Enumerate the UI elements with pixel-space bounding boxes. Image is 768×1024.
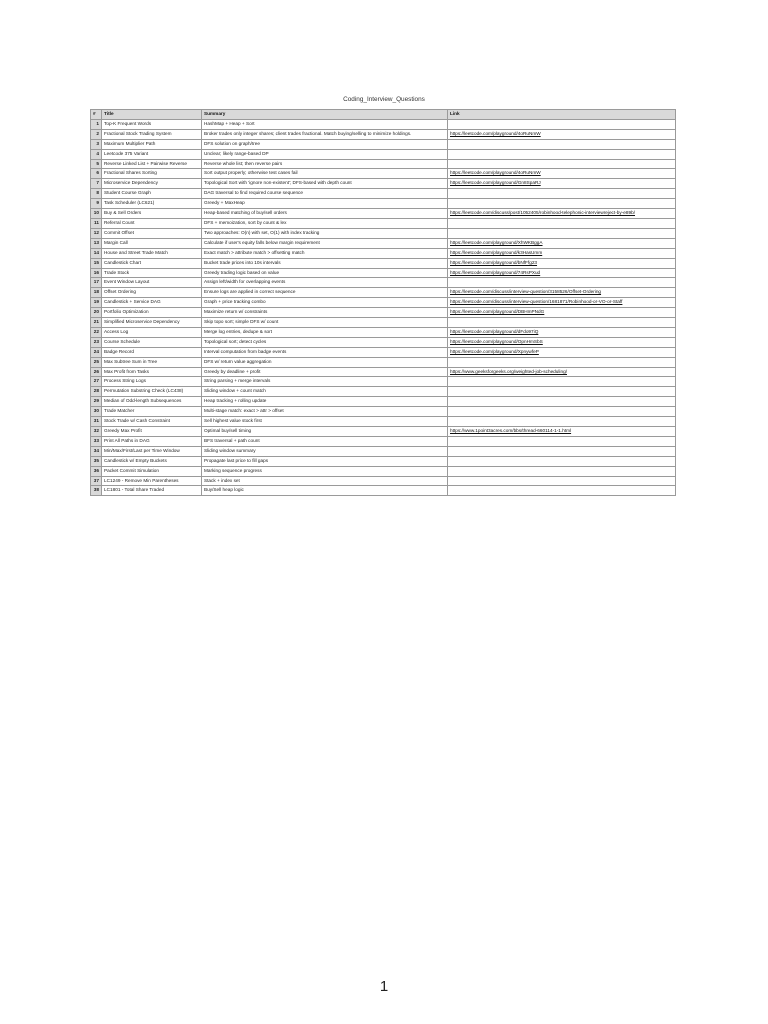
- row-link[interactable]: https://leetcode.com/playground/OpnHmSbS: [448, 337, 676, 347]
- row-number: 6: [91, 169, 102, 179]
- page-number: 1: [379, 978, 389, 995]
- row-summary: Sliding window + count match: [202, 387, 448, 397]
- table-row: [91, 327, 676, 337]
- table-row: [91, 357, 676, 367]
- row-title: Print All Paths in DAG: [102, 436, 202, 446]
- row-link[interactable]: https://leetcode.com/playground/4oRuNmW: [448, 169, 676, 179]
- table-row: [91, 149, 676, 159]
- row-title: Min/Max/First/Last per Time Window: [102, 446, 202, 456]
- row-link: [448, 318, 676, 328]
- row-number: 28: [91, 387, 102, 397]
- questions-table: [90, 109, 676, 496]
- row-summary: Greedy trading logic based on value: [202, 268, 448, 278]
- table-row: [91, 278, 676, 288]
- table-row: [91, 129, 676, 139]
- row-summary: Skip topo sort; simple DFS w/ count: [202, 318, 448, 328]
- row-title: Candlestick + Service DAG: [102, 298, 202, 308]
- row-summary: DFS w/ return value aggregation: [202, 357, 448, 367]
- row-link: [448, 417, 676, 427]
- row-summary: BFS traversal + path count: [202, 436, 448, 446]
- row-link: [448, 139, 676, 149]
- row-title: Event Window Layout: [102, 278, 202, 288]
- row-link[interactable]: https://leetcode.com/discuss/post/1052405/robinhood-telephonic-interviewreject-by-e89b/: [448, 209, 676, 219]
- table-row: [91, 179, 676, 189]
- row-summary: DFS solution on graph/tree: [202, 139, 448, 149]
- row-number: 36: [91, 466, 102, 476]
- row-number: 4: [91, 149, 102, 159]
- row-link[interactable]: https://leetcode.com/playground/XpnywfeP: [448, 347, 676, 357]
- row-number: 8: [91, 189, 102, 199]
- row-title: Leetcode 375 Variant: [102, 149, 202, 159]
- row-number: 18: [91, 288, 102, 298]
- row-link: [448, 159, 676, 169]
- row-link: [448, 476, 676, 486]
- row-link: [448, 377, 676, 387]
- row-summary: Topological sort; detect cycles: [202, 337, 448, 347]
- row-summary: HashMap + Heap + Sort: [202, 119, 448, 129]
- row-title: Process String Logs: [102, 377, 202, 387]
- row-link[interactable]: https://leetcode.com/playground/k3HasUmm: [448, 248, 676, 258]
- row-title: Greedy Max Profit: [102, 427, 202, 437]
- row-link: [448, 149, 676, 159]
- row-number: 33: [91, 436, 102, 446]
- row-link: [448, 199, 676, 209]
- row-summary: Heap tracking + rolling update: [202, 397, 448, 407]
- row-link: [448, 119, 676, 129]
- table-row: [91, 476, 676, 486]
- row-summary: Assign left/width for overlapping events: [202, 278, 448, 288]
- row-title: Commit Offset: [102, 228, 202, 238]
- table-row: [91, 218, 676, 228]
- row-title: Stock Trade w/ Cash Constraint: [102, 417, 202, 427]
- table-row: [91, 387, 676, 397]
- row-summary: DAG traversal to find required course sequence: [202, 189, 448, 199]
- row-number: 17: [91, 278, 102, 288]
- row-number: 31: [91, 417, 102, 427]
- row-number: 21: [91, 318, 102, 328]
- table-row: [91, 417, 676, 427]
- row-title: Max Profit from Tasks: [102, 367, 202, 377]
- row-summary: Heap-based matching of buy/sell orders: [202, 209, 448, 219]
- row-link[interactable]: https://leetcode.com/playground/Gn8SpaRJ: [448, 179, 676, 189]
- row-title: House and Street Trade Match: [102, 248, 202, 258]
- row-number: 1: [91, 119, 102, 129]
- row-link: [448, 357, 676, 367]
- row-summary: Sort output properly; otherwise test cases fail: [202, 169, 448, 179]
- row-link[interactable]: https://leetcode.com/playground/bNfFfg23: [448, 258, 676, 268]
- row-summary: Graph + price tracking combo: [202, 298, 448, 308]
- row-title: Median of Odd-length Subsequences: [102, 397, 202, 407]
- row-title: Trade Matcher: [102, 407, 202, 417]
- row-number: 30: [91, 407, 102, 417]
- row-title: Permutation Substring Check (LC438): [102, 387, 202, 397]
- table-row: [91, 377, 676, 387]
- row-link[interactable]: https://www.geeksforgeeks.org/weighted-job-scheduling/: [448, 367, 676, 377]
- row-link: [448, 466, 676, 476]
- row-summary: Multi-stage match: exact > attr > offset: [202, 407, 448, 417]
- row-summary: Marking sequence progress: [202, 466, 448, 476]
- table-row: [91, 337, 676, 347]
- row-summary: String parsing + merge intervals: [202, 377, 448, 387]
- row-title: Top-K Frequent Words: [102, 119, 202, 129]
- row-number: 2: [91, 129, 102, 139]
- row-link[interactable]: https://leetcode.com/discuss/interview-question/3158526/Offset-Ordering: [448, 288, 676, 298]
- row-link: [448, 278, 676, 288]
- row-title: Max Subtree Sum in Tree: [102, 357, 202, 367]
- row-summary: Exact match > attribute match > offsetting match: [202, 248, 448, 258]
- row-title: Portfolio Optimization: [102, 308, 202, 318]
- row-number: 37: [91, 476, 102, 486]
- row-summary: Calculate if user's equity falls below margin requirement: [202, 238, 448, 248]
- table-row: [91, 397, 676, 407]
- table-row: [91, 189, 676, 199]
- table-row: [91, 466, 676, 476]
- table-row: [91, 456, 676, 466]
- row-number: 29: [91, 397, 102, 407]
- row-summary: Propagate last price to fill gaps: [202, 456, 448, 466]
- row-summary: Sell highest value stock first: [202, 417, 448, 427]
- row-summary: Maximize return w/ constraints: [202, 308, 448, 318]
- row-title: Fractional Stock Trading System: [102, 129, 202, 139]
- row-summary: Merge log entries, dedupe & sort: [202, 327, 448, 337]
- row-title: Margin Call: [102, 238, 202, 248]
- row-number: 26: [91, 367, 102, 377]
- table-row: [91, 407, 676, 417]
- row-link: [448, 397, 676, 407]
- row-title: Offset Ordering: [102, 288, 202, 298]
- row-number: 5: [91, 159, 102, 169]
- row-number: 19: [91, 298, 102, 308]
- row-title: Maximum Multiplier Path: [102, 139, 202, 149]
- table-row: [91, 159, 676, 169]
- row-number: 38: [91, 486, 102, 496]
- row-number: 34: [91, 446, 102, 456]
- row-number: 35: [91, 456, 102, 466]
- table-header-row: [91, 110, 676, 120]
- table-row: [91, 248, 676, 258]
- document-title: Coding_Interview_Questions: [343, 96, 425, 103]
- row-summary: Greedy + MaxHeap: [202, 199, 448, 209]
- table-row: [91, 308, 676, 318]
- row-title: Student Course Graph: [102, 189, 202, 199]
- row-link[interactable]: https://leetcode.com/discuss/interview-question/1681871/Robinhood-or-VO-or-Staff: [448, 298, 676, 308]
- row-link[interactable]: https://leetcode.com/playground/4oRuNmW: [448, 129, 676, 139]
- row-title: Course Schedule: [102, 337, 202, 347]
- table-row: [91, 258, 676, 268]
- row-summary: DFS + memoization, sort by count & lex: [202, 218, 448, 228]
- row-title: Simplified Microservice Dependency: [102, 318, 202, 328]
- row-title: Reverse Linked List + Pairwise Reverse: [102, 159, 202, 169]
- row-number: 11: [91, 218, 102, 228]
- row-link[interactable]: https://leetcode.com/playground/XhWKBggA: [448, 238, 676, 248]
- row-link[interactable]: https://www.1point3acres.com/bbs/thread-660114-1-1.html: [448, 427, 676, 437]
- table-row: [91, 238, 676, 248]
- row-number: 32: [91, 427, 102, 437]
- row-summary: Buy/Sell heap logic: [202, 486, 448, 496]
- row-summary: Unclear; likely range-based DP: [202, 149, 448, 159]
- table-row: [91, 228, 676, 238]
- table-row: [91, 347, 676, 357]
- row-number: 14: [91, 248, 102, 258]
- row-link[interactable]: https://leetcode.com/playground/DBHmPNdG: [448, 308, 676, 318]
- row-summary: Broker trades only integer shares; client trades fractional. Match buying/selling to minimize holdings.: [202, 129, 448, 139]
- column-header-link: Link: [448, 110, 676, 120]
- row-link: [448, 436, 676, 446]
- row-number: 12: [91, 228, 102, 238]
- row-title: Referral Count: [102, 218, 202, 228]
- row-summary: Reverse whole list; then reverse pairs: [202, 159, 448, 169]
- table-row: [91, 436, 676, 446]
- column-header-number: #: [91, 110, 102, 120]
- row-summary: Interval computation from badge events: [202, 347, 448, 357]
- table-row: [91, 486, 676, 496]
- row-link: [448, 407, 676, 417]
- table-row: [91, 318, 676, 328]
- row-link: [448, 456, 676, 466]
- row-link: [448, 486, 676, 496]
- table-row: [91, 298, 676, 308]
- row-title: Buy & Sell Orders: [102, 209, 202, 219]
- row-number: 7: [91, 179, 102, 189]
- row-summary: Ensure logs are applied in correct sequence: [202, 288, 448, 298]
- table-row: [91, 367, 676, 377]
- row-title: LC1801 - Total Share Traded: [102, 486, 202, 496]
- table-row: [91, 268, 676, 278]
- table-body: [91, 119, 676, 495]
- column-header-title: Title: [102, 110, 202, 120]
- row-link: [448, 218, 676, 228]
- table-row: [91, 446, 676, 456]
- table-row: [91, 288, 676, 298]
- row-title: Access Log: [102, 327, 202, 337]
- table-row: [91, 199, 676, 209]
- table-row: [91, 209, 676, 219]
- row-title: LC1249 - Remove Min Parentheses: [102, 476, 202, 486]
- row-number: 20: [91, 308, 102, 318]
- row-number: 3: [91, 139, 102, 149]
- row-summary: Greedy by deadline + profit: [202, 367, 448, 377]
- row-number: 9: [91, 199, 102, 209]
- row-summary: Optimal buy/sell timing: [202, 427, 448, 437]
- row-title: Candlestick Chart: [102, 258, 202, 268]
- row-summary: Sliding window summary: [202, 446, 448, 456]
- table-row: [91, 119, 676, 129]
- row-summary: Stack + index set: [202, 476, 448, 486]
- table-row: [91, 427, 676, 437]
- row-number: 24: [91, 347, 102, 357]
- row-title: Fractional Shares Sorting: [102, 169, 202, 179]
- row-number: 13: [91, 238, 102, 248]
- row-number: 16: [91, 268, 102, 278]
- row-link[interactable]: https://leetcode.com/playground/dFdo97iQ: [448, 327, 676, 337]
- row-title: Trade Stock: [102, 268, 202, 278]
- row-number: 22: [91, 327, 102, 337]
- row-link: [448, 387, 676, 397]
- row-summary: Two approaches: O(n) with set, O(1) with index tracking: [202, 228, 448, 238]
- row-title: Candlestick w/ Empty Buckets: [102, 456, 202, 466]
- row-number: 27: [91, 377, 102, 387]
- row-link[interactable]: https://leetcode.com/playground/74RsPXud: [448, 268, 676, 278]
- row-title: Badge Record: [102, 347, 202, 357]
- row-link: [448, 189, 676, 199]
- row-summary: Topological Sort with 'ignore non-existent'; DFS-based with depth count: [202, 179, 448, 189]
- row-number: 23: [91, 337, 102, 347]
- row-link: [448, 446, 676, 456]
- row-link: [448, 228, 676, 238]
- row-number: 15: [91, 258, 102, 268]
- row-title: Task Scheduler (LC621): [102, 199, 202, 209]
- row-title: Packet Commit Simulation: [102, 466, 202, 476]
- row-number: 25: [91, 357, 102, 367]
- row-title: Microservice Dependency: [102, 179, 202, 189]
- row-summary: Bucket trade prices into 10s intervals: [202, 258, 448, 268]
- row-number: 10: [91, 209, 102, 219]
- table-row: [91, 169, 676, 179]
- column-header-summary: Summary: [202, 110, 448, 120]
- table-row: [91, 139, 676, 149]
